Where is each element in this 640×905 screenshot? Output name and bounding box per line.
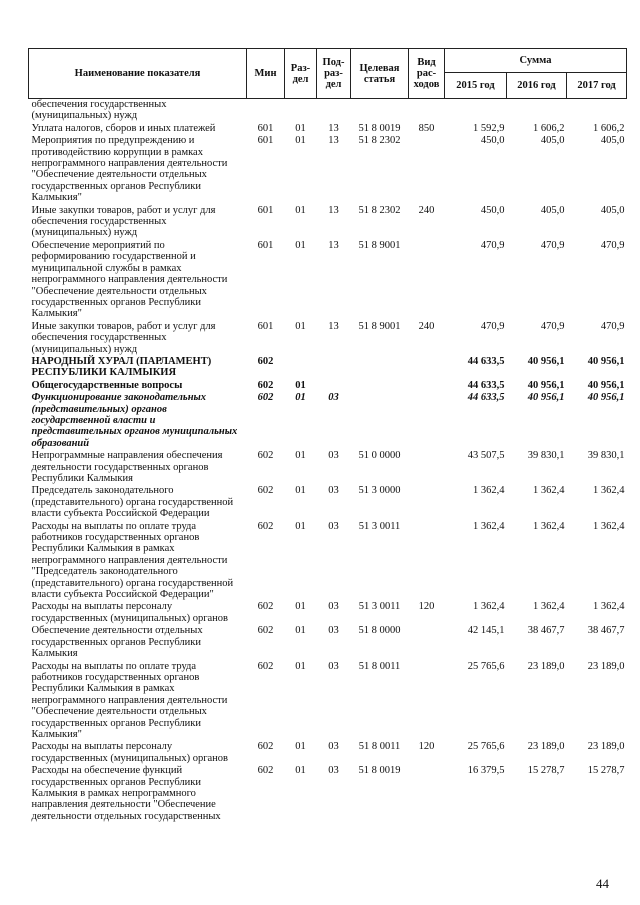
row-vid (409, 99, 445, 123)
row-razdel: 01 (295, 122, 306, 134)
row-name: Расходы на выплаты по оплате труда работников государственных органов Республики Калмыкия в рамках непрограммного направления деятельности "Председатель законодательного (представительного) органа государственной власти субъекта Российской Федерации" (31, 520, 234, 601)
row-vid: 850 (418, 122, 435, 134)
row-statya: 51 8 0019 (358, 765, 401, 777)
document-page (28, 48, 626, 823)
row-vid (409, 450, 445, 485)
row-sum-2017: 405,0 (600, 204, 625, 216)
row-sum-2016: 1 362,4 (533, 485, 565, 497)
row-sum-2015: 16 379,5 (467, 765, 505, 777)
row-razdel: 01 (295, 450, 306, 462)
row-name: Председатель законодательного (представительного) органа государственной власти субъекта Российской Федерации (31, 485, 234, 520)
row-min: 602 (257, 355, 274, 367)
row-sum-2015: 470,9 (480, 320, 505, 332)
row-name: Функционирование законодательных (представительных) органов государственной власти и представительных органов муниципальных образований (31, 392, 238, 449)
row-sum-2015: 44 633,5 (467, 379, 505, 391)
row-sum-2015: 25 765,6 (467, 741, 505, 753)
row-min: 601 (257, 122, 274, 134)
header-2017: 2017 год (567, 73, 627, 99)
row-name: Расходы на выплаты персоналу государственных (муниципальных) органов (31, 601, 229, 624)
row-sum-2016: 23 189,0 (527, 660, 565, 672)
table-header (29, 49, 627, 99)
row-podrazdel: 13 (328, 135, 339, 147)
row-vid (409, 521, 445, 602)
row-name: Расходы на выплаты по оплате труда работников государственных органов Республики Калмыкия в рамках непрограммного направления деятельности "Обеспечение деятельности отдельных государственных органов Республики Калмыкия" (31, 660, 228, 740)
row-sum-2017: 1 606,2 (593, 122, 625, 134)
row-min: 602 (257, 741, 274, 753)
row-sum-2016: 1 362,4 (533, 520, 565, 532)
row-min: 602 (257, 379, 274, 391)
row-sum-2017: 405,0 (600, 135, 625, 147)
row-vid (409, 240, 445, 321)
row-podrazdel: 03 (328, 520, 339, 532)
header-razdel: Раз-дел (285, 49, 317, 99)
row-statya: 51 8 0000 (358, 625, 401, 637)
row-sum-2016: 40 956,1 (527, 379, 565, 391)
row-podrazdel: 13 (328, 320, 339, 332)
row-sum-2017: 1 362,4 (593, 601, 625, 613)
row-name: обеспечения государственных (муниципальных) нужд (31, 99, 167, 122)
row-vid (409, 135, 445, 204)
table-row (29, 765, 627, 823)
row-name: Иные закупки товаров, работ и услуг для обеспечения государственных (муниципальных) нужд (31, 320, 216, 355)
row-razdel: 01 (295, 741, 306, 753)
row-podrazdel: 13 (328, 204, 339, 216)
header-2016: 2016 год (507, 73, 567, 99)
row-vid (409, 485, 445, 520)
row-sum-2015: 1 362,4 (473, 520, 505, 532)
row-sum-2015: 1 362,4 (473, 485, 505, 497)
table-row (29, 392, 627, 450)
row-razdel: 01 (295, 625, 306, 637)
table-row (29, 661, 627, 742)
row-sum-2015: 450,0 (480, 204, 505, 216)
row-sum-2016: 470,9 (540, 320, 565, 332)
row-sum-2016: 39 830,1 (527, 450, 565, 462)
row-sum-2017: 39 830,1 (587, 450, 625, 462)
table-row (29, 205, 627, 240)
row-name: Обеспечение мероприятий по реформированию государственной и муниципальной службы в рамках непрограммного направления деятельности "Обеспечение деятельности отдельных государственных органов Республики Калмыкия" (31, 239, 228, 320)
row-min: 601 (257, 320, 274, 332)
row-vid: 120 (418, 741, 435, 753)
row-statya: 51 8 9001 (358, 320, 401, 332)
header-vid: Вид рас-ходов (409, 49, 445, 99)
table-row (29, 601, 627, 625)
table-row (29, 123, 627, 135)
row-podrazdel: 03 (328, 392, 339, 404)
row-razdel (285, 356, 317, 380)
row-statya: 51 8 9001 (358, 239, 401, 251)
table-row (29, 521, 627, 602)
row-statya (351, 392, 409, 450)
row-sum-2016: 1 606,2 (533, 122, 565, 134)
row-razdel: 01 (295, 135, 306, 147)
row-name: НАРОДНЫЙ ХУРАЛ (ПАРЛАМЕНТ) РЕСПУБЛИКИ КАЛМЫКИЯ (31, 355, 212, 379)
row-min: 602 (257, 520, 274, 532)
row-min: 602 (257, 485, 274, 497)
table-row (29, 485, 627, 520)
row-sum-2017: 470,9 (600, 239, 625, 251)
header-statya: Целевая статья (351, 49, 409, 99)
row-sum-2017: 1 362,4 (593, 520, 625, 532)
row-min: 602 (257, 765, 274, 777)
row-statya: 51 3 0011 (358, 601, 401, 613)
row-name: Уплата налогов, сборов и иных платежей (31, 122, 216, 134)
header-summa: Сумма (445, 49, 627, 73)
row-razdel: 01 (295, 765, 306, 777)
row-statya (351, 356, 409, 380)
row-podrazdel: 03 (328, 485, 339, 497)
table-row (29, 135, 627, 204)
row-sum-2017: 40 956,1 (587, 379, 625, 391)
row-sum-2015: 43 507,5 (467, 450, 505, 462)
table-row (29, 321, 627, 356)
row-sum-2017: 38 467,7 (587, 625, 625, 637)
row-sum-2016: 405,0 (540, 204, 565, 216)
row-sum-2016 (507, 99, 567, 123)
row-statya: 51 3 0000 (358, 485, 401, 497)
row-podrazdel: 13 (328, 122, 339, 134)
row-sum-2016: 40 956,1 (527, 392, 565, 404)
row-sum-2016: 405,0 (540, 135, 565, 147)
row-sum-2017 (567, 99, 627, 123)
row-podrazdel: 03 (328, 601, 339, 613)
row-podrazdel: 03 (328, 660, 339, 672)
table-row (29, 450, 627, 485)
row-vid (409, 356, 445, 380)
row-razdel (285, 99, 317, 123)
row-name: Обеспечение деятельности отдельных государственных органов Республики Калмыкия (31, 625, 203, 660)
row-podrazdel: 03 (328, 450, 339, 462)
row-sum-2017: 40 956,1 (587, 355, 625, 367)
row-min: 602 (257, 625, 274, 637)
row-sum-2016: 15 278,7 (527, 765, 565, 777)
row-razdel: 01 (295, 660, 306, 672)
row-sum-2015: 42 145,1 (467, 625, 505, 637)
row-statya: 51 8 0011 (358, 660, 401, 672)
row-min: 601 (257, 239, 274, 251)
row-vid (409, 661, 445, 742)
row-min (247, 99, 285, 123)
row-razdel: 01 (295, 379, 306, 391)
row-podrazdel (317, 99, 351, 123)
table-row (29, 240, 627, 321)
row-min: 601 (257, 135, 274, 147)
row-razdel: 01 (295, 204, 306, 216)
row-podrazdel: 03 (328, 765, 339, 777)
row-statya (351, 380, 409, 392)
table-row (29, 741, 627, 765)
row-min: 601 (257, 204, 274, 216)
row-sum-2017: 15 278,7 (587, 765, 625, 777)
row-sum-2015: 450,0 (480, 135, 505, 147)
row-razdel: 01 (295, 392, 306, 404)
row-sum-2016: 470,9 (540, 239, 565, 251)
row-razdel: 01 (295, 320, 306, 332)
row-sum-2017: 23 189,0 (587, 660, 625, 672)
row-name: Мероприятия по предупреждению и противодействию коррупции в рамках непрограммного направления деятельности "Обеспечение деятельности отдельных государственных органов Республики Калмыкия" (31, 135, 228, 204)
header-2015: 2015 год (445, 73, 507, 99)
row-vid: 240 (418, 320, 435, 332)
header-min: Мин (247, 49, 285, 99)
row-razdel: 01 (295, 520, 306, 532)
row-sum-2017: 40 956,1 (587, 392, 625, 404)
row-podrazdel: 03 (328, 741, 339, 753)
row-podrazdel (317, 356, 351, 380)
row-statya: 51 8 2302 (358, 135, 401, 147)
row-razdel: 01 (295, 485, 306, 497)
row-podrazdel: 13 (328, 239, 339, 251)
row-name: Иные закупки товаров, работ и услуг для обеспечения государственных (муниципальных) нужд (31, 204, 216, 239)
row-name: Общегосударственные вопросы (31, 379, 183, 391)
row-sum-2017: 470,9 (600, 320, 625, 332)
row-name: Расходы на обеспечение функций государственных органов Республики Калмыкия в рамках непрограммного направления деятельности "Обеспечение деятельности отдельных государственных (31, 765, 221, 822)
row-vid (409, 380, 445, 392)
row-sum-2015: 44 633,5 (467, 392, 505, 404)
row-razdel: 01 (295, 239, 306, 251)
budget-table (28, 48, 627, 823)
row-min: 602 (257, 601, 274, 613)
row-name: Непрограммные направления обеспечения деятельности государственных органов Республики Калмыкия (31, 450, 223, 484)
row-statya (351, 99, 409, 123)
header-name: Наименование показателя (29, 49, 247, 99)
row-sum-2016: 1 362,4 (533, 601, 565, 613)
row-sum-2015: 1 362,4 (473, 601, 505, 613)
table-row (29, 380, 627, 392)
table-body (29, 99, 627, 824)
row-vid (409, 392, 445, 450)
row-statya: 51 0 0000 (358, 450, 401, 462)
row-sum-2015: 1 592,9 (473, 122, 505, 134)
table-row (29, 625, 627, 660)
row-min: 602 (257, 660, 274, 672)
row-podrazdel (317, 380, 351, 392)
row-sum-2016: 40 956,1 (527, 355, 565, 367)
row-statya: 51 8 0011 (358, 741, 401, 753)
row-vid: 120 (418, 601, 435, 613)
table-row (29, 356, 627, 380)
row-vid (409, 625, 445, 660)
row-sum-2015: 44 633,5 (467, 355, 505, 367)
row-podrazdel: 03 (328, 625, 339, 637)
row-razdel: 01 (295, 601, 306, 613)
row-statya: 51 3 0011 (358, 520, 401, 532)
row-statya: 51 8 0019 (358, 122, 401, 134)
row-statya: 51 8 2302 (358, 204, 401, 216)
row-sum-2016: 23 189,0 (527, 741, 565, 753)
row-sum-2015: 470,9 (480, 239, 505, 251)
header-podrazdel: Под-раз-дел (317, 49, 351, 99)
row-sum-2016: 38 467,7 (527, 625, 565, 637)
row-vid (409, 765, 445, 823)
row-min: 602 (257, 392, 274, 404)
row-sum-2015: 25 765,6 (467, 660, 505, 672)
row-min: 602 (257, 450, 274, 462)
row-sum-2017: 1 362,4 (593, 485, 625, 497)
row-name: Расходы на выплаты персоналу государственных (муниципальных) органов (31, 741, 229, 764)
page-number: 44 (596, 876, 609, 891)
table-row (29, 99, 627, 123)
row-vid: 240 (418, 204, 435, 216)
row-sum-2017: 23 189,0 (587, 741, 625, 753)
row-sum-2015 (445, 99, 507, 123)
